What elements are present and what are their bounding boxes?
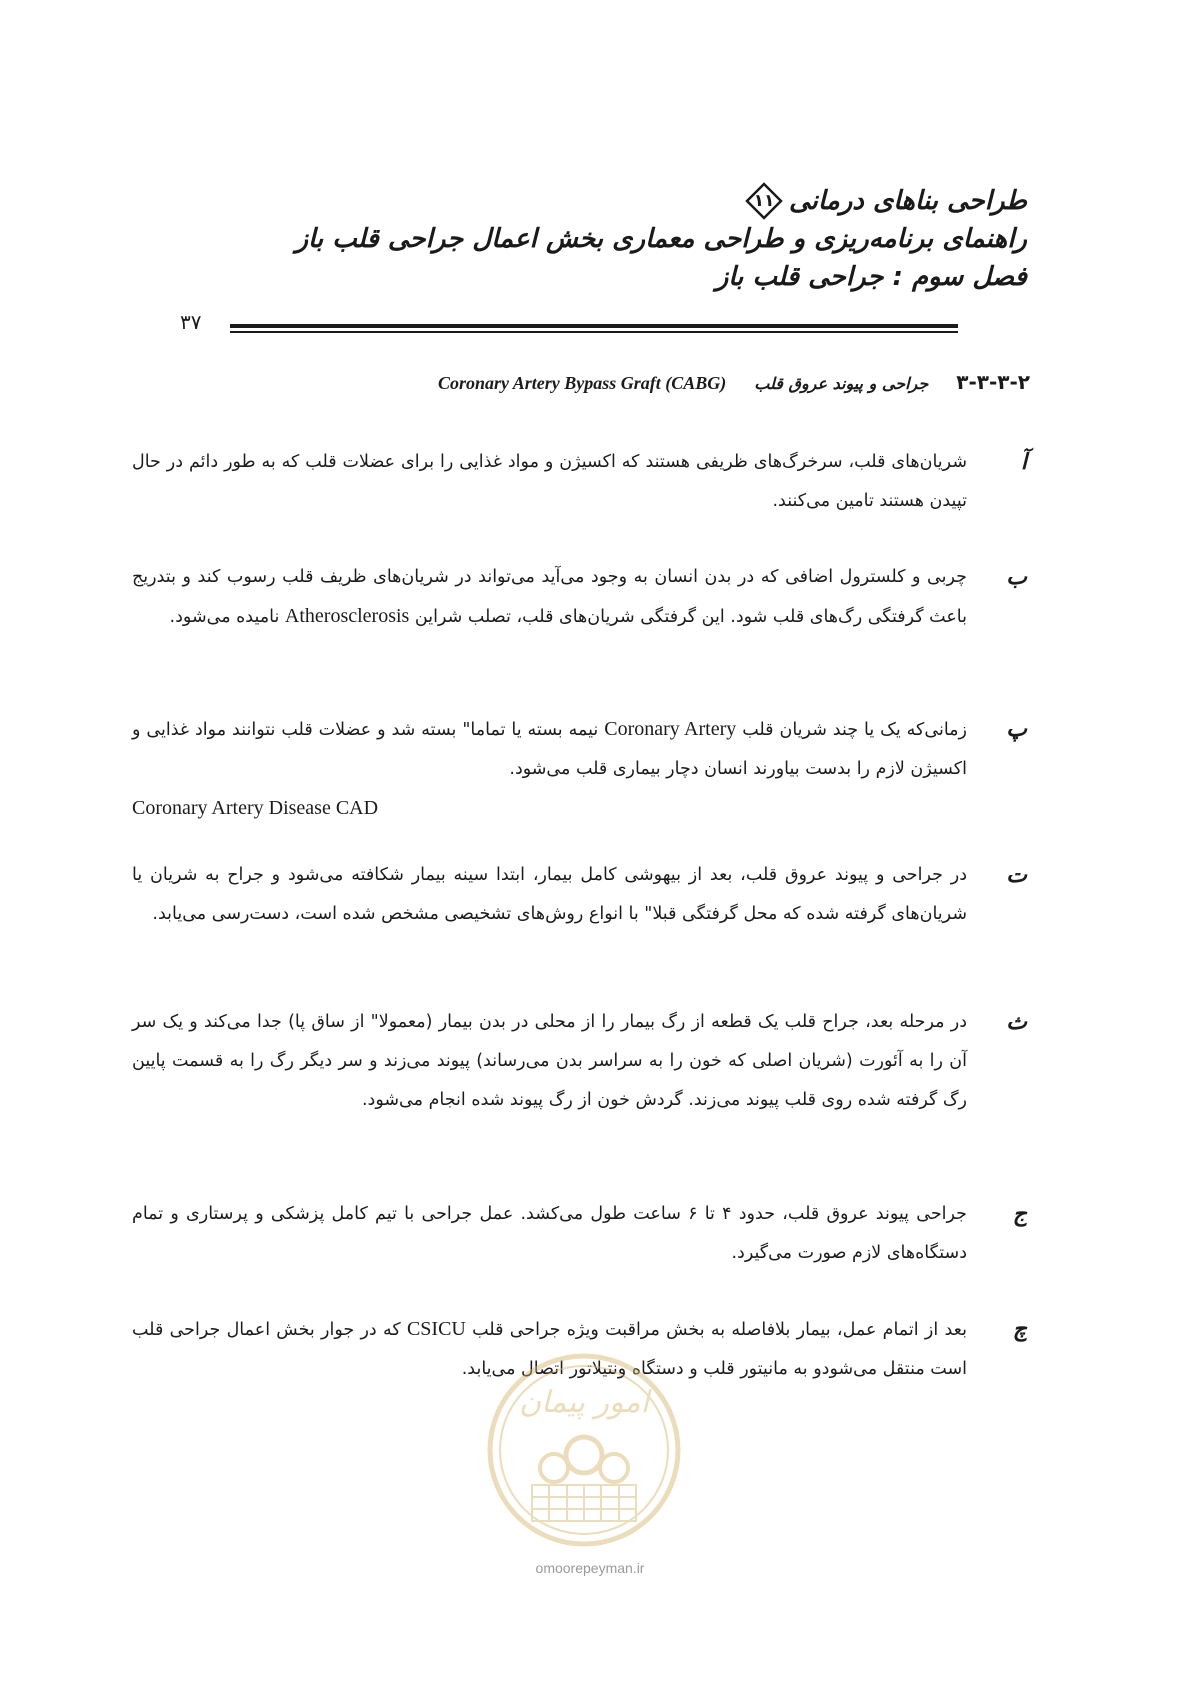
latin-term: Atherosclerosis [284,605,410,627]
paragraph-letter: ت [1006,863,1027,888]
section-title-en: Coronary Artery Bypass Graft (CABG) [437,373,727,393]
paragraph-letter: ث [1006,1010,1027,1035]
series-number: ۱۱ [753,191,775,211]
paragraph-body: بعد از اتمام عمل، بیمار بلافاصله به بخش مراقبت ویژه جراحی قلب [472,1320,967,1340]
paragraph-body-end: نامیده می‌شود. [169,607,280,627]
paragraph-body: شریان‌های قلب، سرخرگ‌های ظریفی هستند که اکسیژن و مواد غذایی را برای عضلات قلب که به طور دائم در حال تپیدن هستند تامین می‌کنند. [132,452,967,511]
paragraph-body: زمانی‌که یک یا چند شریان قلب [742,720,967,740]
paragraph-text [132,1195,967,1273]
paragraph-text [132,856,967,934]
paragraph-t [132,856,1027,934]
paragraph-text [132,1003,967,1120]
paragraph-j [132,1195,1027,1273]
series-title: طراحی بناهای درمانی [789,186,1027,216]
paragraph-b [132,558,1027,637]
paragraph-s [132,1003,1027,1120]
page-number: ۳۷ [180,310,202,334]
watermark-url: omoorepeyman.ir [535,1560,645,1576]
latin-term: Coronary Artery [604,718,737,740]
page-header [295,182,1027,296]
section-heading [170,370,1030,394]
paragraph-letter: چ [1012,1317,1027,1342]
paragraph-text [132,710,967,828]
paragraph-letter: پ [1006,717,1027,742]
subtitle: راهنمای برنامه‌ریزی و طراحی معماری بخش اعمال جراحی قلب باز [295,224,1027,254]
series-title-line [327,182,1027,220]
paragraph-text [132,443,967,521]
series-number-badge [745,182,783,220]
paragraph-letter: ج [1012,1202,1027,1227]
paragraph-body-end: نیمه بسته یا تماما" بسته شد و عضلات قلب نتوانند مواد غذایی و اکسیژن لازم را بدست بیاورند انسان دچار بیماری قلب می‌شود. [132,720,967,779]
paragraph-letter: آ [1020,450,1027,475]
section-title-fa: جراحی و پیوند عروق قلب [754,374,929,393]
watermark-brand: امور پیمان [519,1385,649,1420]
paragraph-body-end: که در جوار بخش اعمال جراحی قلب است منتقل می‌شودو به مانیتور قلب و دستگاه ونتیلاتور اتصال می‌یابد. [132,1320,967,1379]
paragraph-a [132,443,1027,521]
paragraph-ch [132,1310,1027,1389]
chapter-title: فصل سوم : جراحی قلب باز [715,262,1027,292]
paragraph-body: در جراحی و پیوند عروق قلب، بعد از بیهوشی کامل بیمار، ابتدا سینه بیمار شکافته می‌شود و جراح به شریان یا شریان‌های گرفته شده که محل گرفتگی قبلا" با انواع روش‌های تشخیصی مشخص شده است، دست‌رسی می‌یابد. [132,865,967,924]
section-number: ۳-۳-۳-۲ [956,370,1030,394]
paragraph-body: چربی و کلسترول اضافی که در بدن انسان به وجود می‌آید می‌تواند در شریان‌های ظریف قلب رسوب کند و بتدریج باعث گرفتگی رگ‌های قلب شود. این گرفتگی شریان‌های قلب، تصلب شراین [132,567,967,627]
english-term-line: Coronary Artery Disease CAD [132,797,379,819]
paragraph-text [132,1310,967,1389]
header-rule-thick [230,324,958,328]
paragraph-p [132,710,1027,828]
header-rule-thin [230,331,958,333]
paragraph-letter: ب [1006,565,1027,590]
paragraph-body: در مرحله بعد، جراح قلب یک قطعه از رگ بیمار را از محلی در بدن بیمار (معمولا" از ساق پا) جدا می‌کند و یک سر آن را به آئورت (شریان اصلی که خون را به سراسر بدن می‌رساند) پیوند می‌زند و سر دیگر رگ را به قسمت پایین رگ گرفته شده روی قلب پیوند می‌زند. گردش خون از رگ پیوند شده انجام می‌شود. [132,1012,967,1110]
latin-term: CSICU [406,1318,466,1340]
paragraph-body: جراحی پیوند عروق قلب، حدود ۴ تا ۶ ساعت طول می‌کشد. عمل جراحی با تیم کامل پزشکی و پرستاری و تمام دستگاه‌های لازم صورت می‌گیرد. [132,1204,967,1263]
paragraph-text [132,558,967,637]
